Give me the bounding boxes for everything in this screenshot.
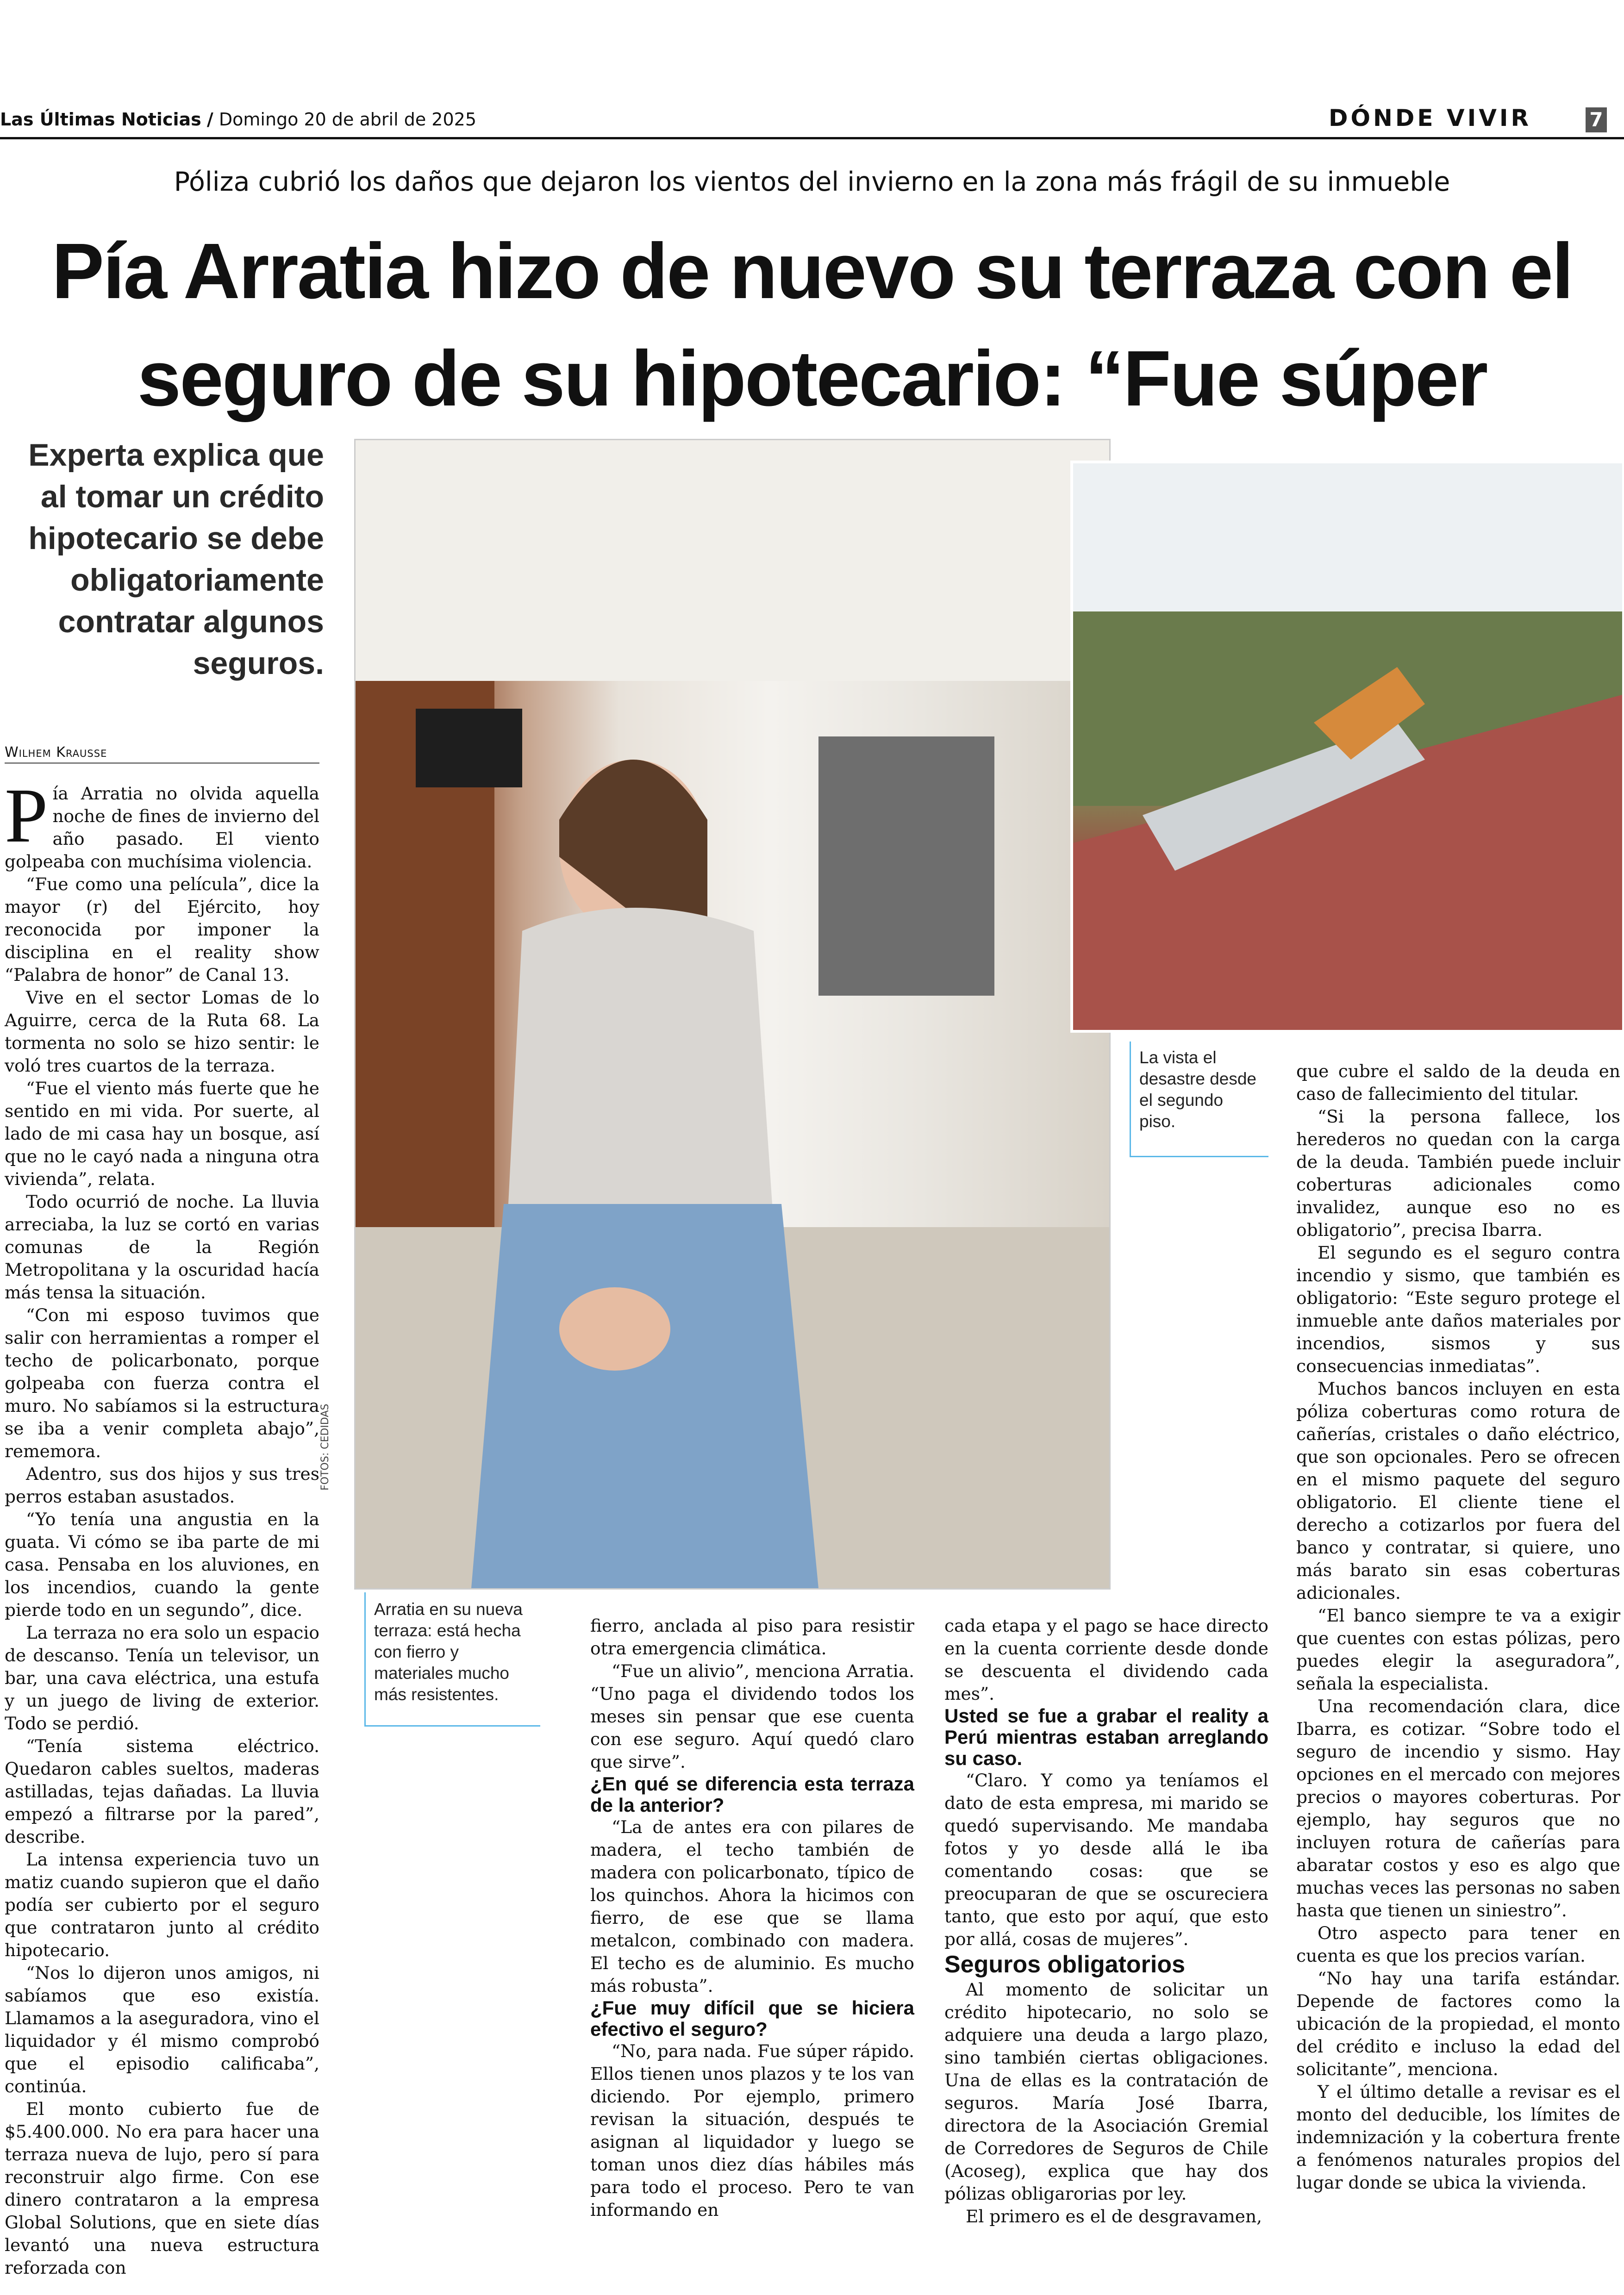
paragraph: Vive en el sector Lomas de lo Aguirre, cerca de la Ruta 68. La tormenta no solo se hizo sentir: le voló tres cuartos de la terraza. bbox=[5, 987, 319, 1076]
paragraph: Muchos bancos incluyen en esta póliza coberturas como rotura de cañerías, cristales o daño eléctrico, que son opcionales. Pero se ofrecen en el mismo paquete del seguro obligatorio. El cliente tiene el derecho a cotizarlos por fuera del banco y contratar, si quiere, uno más barato sin esas coberturas adicionales. bbox=[1296, 1378, 1620, 1603]
main-photo bbox=[354, 439, 1111, 1590]
paragraph: “Nos lo dijeron unos amigos, ni sabíamos que eso existía. Llamamos a la aseguradora, vino el liquidador y él mismo comprobó que el episodio calificaba”, continúa. bbox=[5, 1963, 319, 2096]
paragraph: “Fue un alivio”, menciona Arratia. “Uno paga el dividendo todos los meses sin pensar que ese cuenta con ese seguro. Aquí quedó claro que sirve”. bbox=[590, 1661, 914, 1772]
paper-name: Las Últimas Noticias bbox=[0, 109, 201, 130]
paragraph: “Fue como una película”, dice la mayor (r) del Ejército, hoy reconocida por imponer la disciplina en el reality show “Palabra de honor” de Canal 13. bbox=[5, 874, 319, 985]
paragraph: “El banco siempre te va a exigir que cuentes con estas pólizas, pero puedes elegir la aseguradora”, señala la especialista. bbox=[1296, 1605, 1620, 1694]
masthead-line bbox=[0, 109, 476, 130]
paragraph: La intensa experiencia tuvo un matiz cuando supieron que el daño podía ser cubierto por el seguro que contrataron junto al crédito hipotecario. bbox=[5, 1849, 319, 1960]
drop-cap: P bbox=[5, 773, 48, 859]
paragraph: Todo ocurrió de noche. La lluvia arreciaba, la luz se cortó en varias comunas de la Región Metropolitana y la oscuridad hacía más tensa la situación. bbox=[5, 1191, 319, 1303]
interview-question: Usted se fue a grabar el reality a Perú mientras estaban arreglando su caso. bbox=[944, 1705, 1268, 1769]
inset-photo-illustration bbox=[1073, 463, 1622, 1030]
paragraph: El segundo es el seguro contra incendio y sismo, que también es obligatorio: “Este seguro protege el inmueble ante daños materiales por incendios, sismos y sus consecuencias inmediatas”. bbox=[1296, 1242, 1620, 1376]
headline-line-2: seguro de su hipotecario: “Fue súper bbox=[137, 335, 1487, 423]
paragraph: fierro, anclada al piso para resistir otra emergencia climática. bbox=[590, 1615, 914, 1659]
article-column-1 bbox=[5, 773, 319, 2279]
interview-question: ¿En qué se diferencia esta terraza de la anterior? bbox=[590, 1773, 914, 1816]
main-photo-illustration bbox=[356, 440, 1109, 1588]
paragraph: Una recomendación clara, dice Ibarra, es cotizar. “Sobre todo el seguro de incendio y sismo. Hay opciones en el mercado con mejores precios o mayores coberturas. Por ejemplo, hay seguros que no incluyen rotura de cañerías para abaratar costos y eso es algo que muchas veces las personas no saben hasta que tienen un siniestro”. bbox=[1296, 1696, 1620, 1921]
paragraph: Otro aspecto para tener en cuenta es que los precios varían. bbox=[1296, 1923, 1620, 1966]
header-separator: / bbox=[206, 109, 213, 130]
article-column-2 bbox=[590, 1615, 914, 2221]
photo-credit: FOTOS: CEDIDAS bbox=[319, 1403, 331, 1491]
paragraph: “Tenía sistema eléctrico. Quedaron cables sueltos, maderas astilladas, tejas dañadas. La lluvia empezó a filtrarse por la pared”, describe. bbox=[5, 1736, 319, 1847]
paragraph: “La de antes era con pilares de madera, el techo también de madera con policarbonato, típico de los quinchos. Ahora la hicimos con fierro, de ese que se llama metalcon, combinado con madera. El techo es de aluminio. Es mucho más robusta”. bbox=[590, 1817, 914, 1996]
page-number: 7 bbox=[1586, 107, 1607, 132]
subheading: Seguros obligatorios bbox=[944, 1951, 1186, 1978]
issue-date: Domingo 20 de abril de 2025 bbox=[219, 109, 476, 130]
paragraph: “No hay una tarifa estándar. Depende de factores como la ubicación de la propiedad, el monto del crédito e incluso la edad del solicitante”, menciona. bbox=[1296, 1968, 1620, 2079]
paragraph: Al momento de solicitar un crédito hipotecario, no solo se adquiere una deuda a largo plazo, sino también ciertas obligaciones. Una de ellas es la contratación de seguros. María José Ibarra, directora de la Asociación Gremial de Corredores de Seguros de Chile (Acoseg), explica que hay dos pólizas obligarorias por ley. bbox=[944, 1979, 1268, 2204]
paragraph: “Fue el viento más fuerte que he sentido en mi vida. Por suerte, al lado de mi casa hay un bosque, así que no le cayó nada a ninguna otra vivienda”, relata. bbox=[5, 1078, 319, 1189]
deck: Experta explica que al tomar un crédito hipotecario se debe obligatoriamente contratar algunos seguros. bbox=[28, 437, 324, 681]
paragraph: El monto cubierto fue de $5.400.000. No era para hacer una terraza nueva de lujo, pero sí para reconstruir algo firme. Con ese dinero contrataron a la empresa Global Solutions, que en siete días levantó una nueva estructura reforzada con bbox=[5, 2099, 319, 2278]
article-column-4 bbox=[1296, 1060, 1620, 2194]
paragraph: “Si la persona fallece, los herederos no quedan con la carga de la deuda. También puede incluir coberturas adicionales como invalidez, aunque eso no es obligatorio”, precisa Ibarra. bbox=[1296, 1106, 1620, 1240]
inset-photo bbox=[1070, 461, 1624, 1033]
article-column-3 bbox=[944, 1615, 1268, 2228]
section-name: DÓNDE VIVIR bbox=[1329, 105, 1532, 131]
byline: Wilhem Krausse bbox=[5, 744, 319, 764]
paragraph: Pía Arratia no olvida aquella noche de fines de invierno del año pasado. El viento golpeaba con muchísima violencia. bbox=[5, 773, 319, 872]
interview-question: ¿Fue muy difícil que se hiciera efectivo el seguro? bbox=[590, 1997, 914, 2040]
paragraph: “No, para nada. Fue súper rápido. Ellos tienen unos plazos y te los van diciendo. Por ejemplo, primero revisan la situación, después te asignan al liquidador y luego se toman unos diez días hábiles más para todo el proceso. Pero te van informando en bbox=[590, 2041, 914, 2220]
kicker: Póliza cubrió los daños que dejaron los vientos del invierno en la zona más frágil de su inmueble bbox=[174, 167, 1450, 197]
paragraph: “Claro. Y como ya teníamos el dato de esta empresa, mi marido se quedó supervisando. Me mandaba fotos y yo desde allá le iba comentando cosas: que se preocuparan de que se oscureciera tanto, que esto por aquí, que esto por allá, cosas de mujeres”. bbox=[944, 1770, 1268, 1949]
paragraph: La terraza no era solo un espacio de descanso. Tenía un televisor, un bar, una cava eléctrica, una estufa y un juego de living de exterior. Todo se perdió. bbox=[5, 1622, 319, 1734]
headline-line-1: Pía Arratia hizo de nuevo su terraza con el bbox=[51, 227, 1573, 315]
header-rule bbox=[0, 137, 1624, 139]
paragraph: que cubre el saldo de la deuda en caso de fallecimiento del titular. bbox=[1296, 1061, 1620, 1104]
paragraph: “Con mi esposo tuvimos que salir con herramientas a romper el techo de policarbonato, porque golpeaba con fuerza contra el muro. No sabíamos si la estructura se iba a venir completa abajo”, rememora. bbox=[5, 1305, 319, 1461]
paragraph: “Yo tenía una angustia en la guata. Vi cómo se iba parte de mi casa. Pensaba en los aluviones, en los incendios, cuando la gente pierde todo en un segundo”, dice. bbox=[5, 1509, 319, 1620]
paragraph: Y el último detalle a revisar es el monto del deducible, los límites de indemnización y la cobertura frente a fenómenos naturales propios del lugar donde se ubica la vivienda. bbox=[1296, 2082, 1620, 2193]
inset-photo-caption: La vista el desastre desde el segundo piso. bbox=[1130, 1041, 1268, 1157]
paragraph: El primero es el de desgravamen, bbox=[966, 2206, 1262, 2226]
main-photo-caption: Arratia en su nueva terraza: está hecha con fierro y materiales mucho más resistentes. bbox=[364, 1592, 540, 1727]
paragraph: cada etapa y el pago se hace directo en la cuenta corriente desde donde se descuenta el dividendo cada mes”. bbox=[944, 1615, 1268, 1704]
paragraph: Adentro, sus dos hijos y sus tres perros estaban asustados. bbox=[5, 1464, 319, 1507]
